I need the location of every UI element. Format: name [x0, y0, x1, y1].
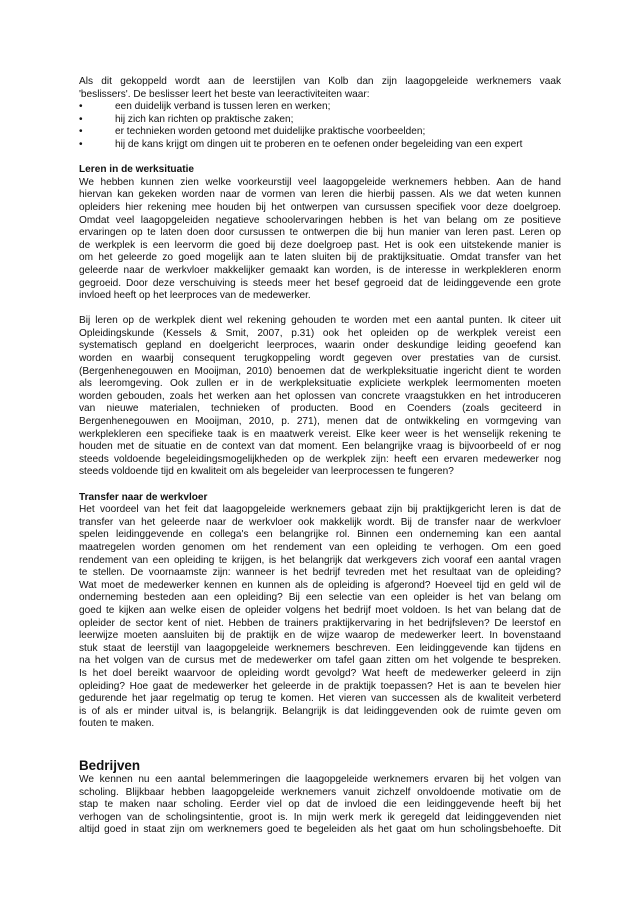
text-line: scholing. Blijkbaar hebben laagopgeleide werknemers vanuit zichzelf onvoldoende motivatie om de [79, 786, 561, 798]
text-line: fouten te maken. [79, 718, 155, 730]
text-line: te stellen. De voornaamste zijn: wanneer is het bedrijf tevreden met het resultaat van de opleiding? [79, 567, 561, 579]
text-line: We kennen nu een aantal belemmeringen die laagopgeleide werknemers ervaren bij het volgen van [79, 774, 561, 786]
text-line: We hebben kunnen zien welke voorkeurstijl veel laagopgeleide werknemers hebben. Aan de hand [79, 176, 561, 188]
text-line: stuk staat de leerstijl van laagopgeleide werknemers beschreven. Een leidinggevende kan tijdens en [79, 642, 561, 654]
text-line: Bergenhenegouwen en Mooijman, 2010, p. 271), menen dat de ontwikkeling en vormgeving van [79, 416, 561, 428]
section-heading-bedrijven: Bedrijven [79, 758, 141, 774]
section-heading-leren: Leren in de werksituatie [79, 164, 194, 176]
bullet-marker: • [79, 138, 83, 150]
text-line: de werkplek is een leervorm die goed bij deze doelgroep past. Het is ook een uitstekende manier is [79, 239, 561, 251]
paragraph [79, 315, 561, 479]
text-line: worden gebouden, zoals het werken aan het oplossen van concrete vraagstukken en het introduceren [79, 390, 561, 402]
text-line: Bij leren op de werkplek dient wel rekening gehouden te worden met een aantal punten. Ik citeer uit [79, 315, 561, 327]
paragraph [79, 504, 561, 731]
text-line: invloed heeft op het leerproces van de medewerker. [79, 290, 311, 302]
text-line: altijd goed in staat zijn om werknemers goed te begeleiden als het gaat om hun scholingsbehoefte. Dit [79, 824, 561, 836]
text-line: Omdat veel laagopgeleiden negatieve schoolervaringen hebben is het van belang om ze positieve [79, 214, 561, 226]
text-line: na het volgen van de cursus met de medewerker om tafel gaan zitten om het volgende te bespreken. [79, 655, 561, 667]
text-line: maatregelen worden genomen om het rendement van een opleiding te verhogen. Om een goed [79, 541, 561, 553]
text-line: onderneming besteden aan een opleiding? Bij een selectie van een opleider is het van belang om [79, 592, 561, 604]
text-line: leerwijze moeten aansluiten bij de praktijk en de wijze waarop de medewerker leert. In bovenstaand [79, 630, 561, 642]
text-line: werkplekleren een specifieke taak is en maatwerk vereist. Elke keer weer is het wenselijk rekening te [79, 428, 561, 440]
text-line: Opleidingskunde (Kessels & Smit, 2007, p.31) ook het opleiden op de werkplek vereist een [79, 327, 561, 339]
text-line: hiervan kan gekeken worden naar de vormen van leren die hierbij passen. Als we dat weten kunnen [79, 189, 561, 201]
text-line: rendement van een opleiding te krijgen, is het belangrijk dat werkgevers zich vooraf een aantal vragen [79, 554, 561, 566]
text-line: Wat moet de medewerker kennen en kunnen als de opleiding is afgerond? Hoeveel tijd en geld wil de [79, 579, 561, 591]
text-line: houden met de situatie en de context van dat moment. Een belangrijke vraag is bijvoorbeeld of er nog [79, 441, 561, 453]
text-line: systematisch gepland en doelgericht leerproces, waarin onder deskundige leiding geoefend kan [79, 340, 561, 352]
bullet-marker: • [79, 101, 83, 113]
text-line: gedurende het jaar regelmatig op terug te komen. Het vieren van successen als de kwaliteit verbeterd [79, 693, 561, 705]
document-page [79, 76, 561, 837]
bullet-marker: • [79, 113, 83, 125]
list-item [79, 101, 561, 114]
text-line: steeds voldoende tijd en kwaliteit om als begeleider van leerprocessen te fungeren? [79, 466, 454, 478]
text-line: Het voordeel van het feit dat laagopgeleide werknemers gebaat zijn bij praktijkgericht leren is dat de [79, 504, 561, 516]
text-line: geleerde naar de werkvloer makkelijker gemaakt kan worden, is de interesse in werkplekleren enorm [79, 264, 561, 276]
text-line: van nieuwe materialen, technieken of producten. Bood en Coenders (zoals geciteerd in [79, 403, 561, 415]
section-heading-transfer: Transfer naar de werkvloer [79, 491, 208, 503]
text-line: spelen leidinggevende en collega's een belangrijke rol. Binnen een onderneming kan een aantal [79, 529, 561, 541]
text-line: goed te kijken aan welke eisen de opleider volgens het bedrijf moet voldoen. Is het van belang dat de [79, 604, 561, 616]
text-line: Is het doel bereikt waarvoor de opleiding wordt gevolgd? Wat heeft de medewerker geleerd in zijn [79, 667, 561, 679]
paragraph [79, 177, 561, 303]
paragraph [79, 774, 561, 837]
text-line: 'beslissers'. De beslisser leert het beste van leeractiviteiten waar: [79, 88, 370, 100]
list-item [79, 139, 561, 152]
list-item-text: er technieken worden getoond met duidelijke praktische voorbeelden; [115, 126, 426, 138]
list-item-text: een duidelijk verband is tussen leren en werken; [115, 101, 331, 113]
text-line: stap te maken naar scholing. Eerder viel op dat de invloed die een leidinggevende heeft bij het [79, 799, 561, 811]
text-line: als leeromgeving. Ook zullen er in de werkpleksituatie expliciete werkplek leermomenten moeten [79, 378, 561, 390]
text-line: (Bergenhenegouwen en Mooijman, 2010) benoemen dat de werkpleksituatie ingericht dient te worden [79, 365, 561, 377]
text-line: opleiders hier rekening mee houden bij het ontwerpen van cursussen specifiek voor deze doelgroep. [79, 201, 561, 213]
bullet-list [79, 101, 561, 151]
text-line: opleiding? Hoe gaat de medewerker het geleerde in de praktijk toepassen? Het is aan te bevelen hier [79, 680, 561, 692]
text-line: verhogen van de scholingsintentie, groot is. In mijn werk merk ik geregeld dat leidinggevenden niet [79, 811, 561, 823]
text-line: Als dit gekoppeld wordt aan de leerstijlen van Kolb dan zijn laagopgeleide werknemers vaak [79, 76, 561, 87]
list-item-text: hij de kans krijgt om dingen uit te proberen en te oefenen onder begeleiding van een expert [115, 138, 523, 150]
list-item [79, 126, 561, 139]
text-line: steeds voldoende begeleidingsmogelijkheden op de werkplek zijn: heeft een ervaren medewerker nog [79, 453, 561, 465]
text-line: opleider de sector kent of niet. Hebben de trainers praktijkervaring in het bedrijfsleven? De leerstof en [79, 617, 561, 629]
text-line: worden en waarbij consequent terugkoppeling wordt gegeven over prestaties van de cursist. [79, 353, 561, 365]
text-line: is of als er minder uitval is, is belangrijk. Belangrijk is dat leidinggevenden ook de ruimte geven om [79, 705, 561, 717]
text-line: gegroeid. Door deze verschuiving is steeds meer het besef gegroeid dat de leidinggevende een grote [79, 277, 561, 289]
list-item-text: hij zich kan richten op praktische zaken; [115, 113, 294, 125]
text-line: transfer van het geleerde naar de werkvloer ook makkelijk wordt. Bij de transfer naar de werkvloer [79, 516, 561, 528]
list-item [79, 114, 561, 127]
text-line: om het geleerde zo goed mogelijk aan te laten sluiten bij de praktijksituatie. Omdat transfer van het [79, 252, 561, 264]
intro-paragraph [79, 76, 561, 101]
text-line: ervaringen op te laten doen door cursussen te ontwerpen die bij hun manier van leren past. Leren op [79, 227, 561, 239]
bullet-marker: • [79, 126, 83, 138]
